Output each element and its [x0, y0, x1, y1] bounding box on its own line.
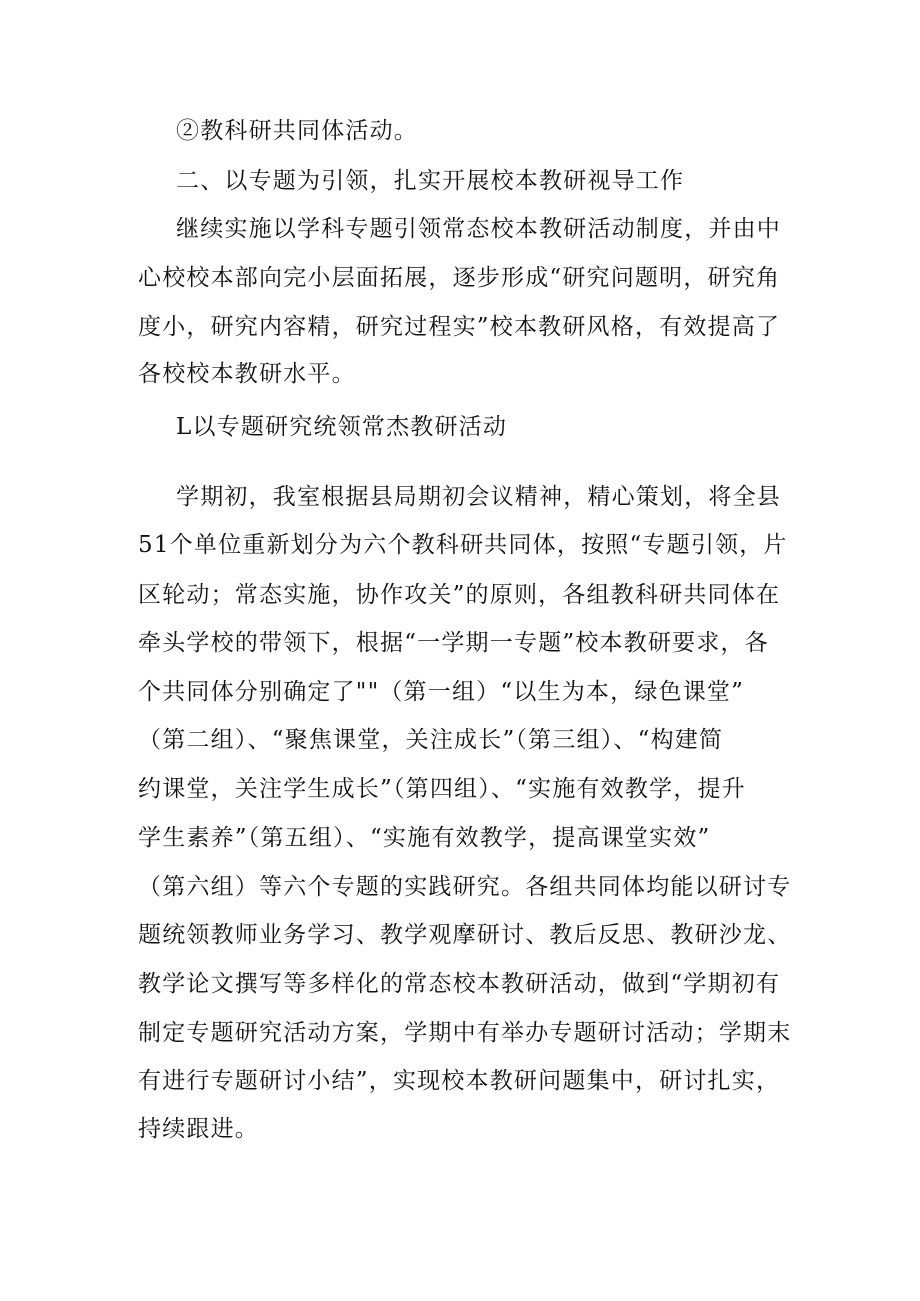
section-heading-2: 二、以专题为引领，扎实开展校本教研视导工作: [176, 168, 685, 194]
paragraph-1-line-1: 继续实施以学科专题引领常态校本教研活动制度，并由中: [176, 216, 781, 242]
paragraph-1-line-4: 各校校本教研水平。: [138, 361, 356, 387]
paragraph-2-line-2: 51个单位重新划分为六个教科研共同体，按照“专题引领，片: [138, 532, 788, 558]
paragraph-2-line-11: 教学论文撰写等多样化的常态校本教研活动，做到“学期初有: [138, 971, 781, 997]
subsection-heading-1: L以专题研究统领常杰教研活动: [176, 414, 508, 440]
paragraph-2-line-12: 制定专题研究活动方案，学期中有举办专题研讨活动；学期末: [138, 1020, 792, 1046]
paragraph-2-line-10: 题统领教师业务学习、教学观摩研讨、教后反思、教研沙龙、: [138, 922, 792, 948]
paragraph-2-line-3: 区轮动；常态实施，协作攻关”的原则，各组教科研共同体在: [138, 582, 781, 608]
paragraph-1-line-2: 心校校本部向完小层面拓展，逐步形成“研究问题明，研究角: [138, 265, 781, 291]
paragraph-2-line-8: 学生素养”（第五组）、“实施有效教学，提高课堂实效”: [138, 825, 711, 851]
paragraph-2-line-5: 个共同体分别确定了""（第一组）“以生为本，绿色课堂”: [138, 679, 745, 705]
paragraph-2-line-6: （第二组）、“聚焦课堂，关注成长”（第三组）、“构建简: [138, 727, 724, 753]
paragraph-2-line-14: 持续跟进。: [138, 1116, 259, 1142]
paragraph-1-line-3: 度小，研究内容精，研究过程实”校本教研风格，有效提高了: [138, 314, 781, 340]
paragraph-2-line-7: 约课堂，关注学生成长”（第四组）、“实施有效教学，提升: [138, 776, 746, 802]
paragraph-2-line-9: （第六组）等六个专题的实践研究。各组共同体均能以研讨专: [138, 874, 792, 900]
list-item-research-community: ②教科研共同体活动。: [176, 118, 418, 144]
paragraph-2-line-13: 有进行专题研讨小结”，实现校本教研问题集中，研讨扎实，: [138, 1068, 781, 1094]
paragraph-2-line-4: 牵头学校的带领下，根据“一学期一专题”校本教研要求，各: [138, 630, 769, 656]
paragraph-2-line-1: 学期初，我室根据县局期初会议精神，精心策划，将全县: [176, 484, 781, 510]
